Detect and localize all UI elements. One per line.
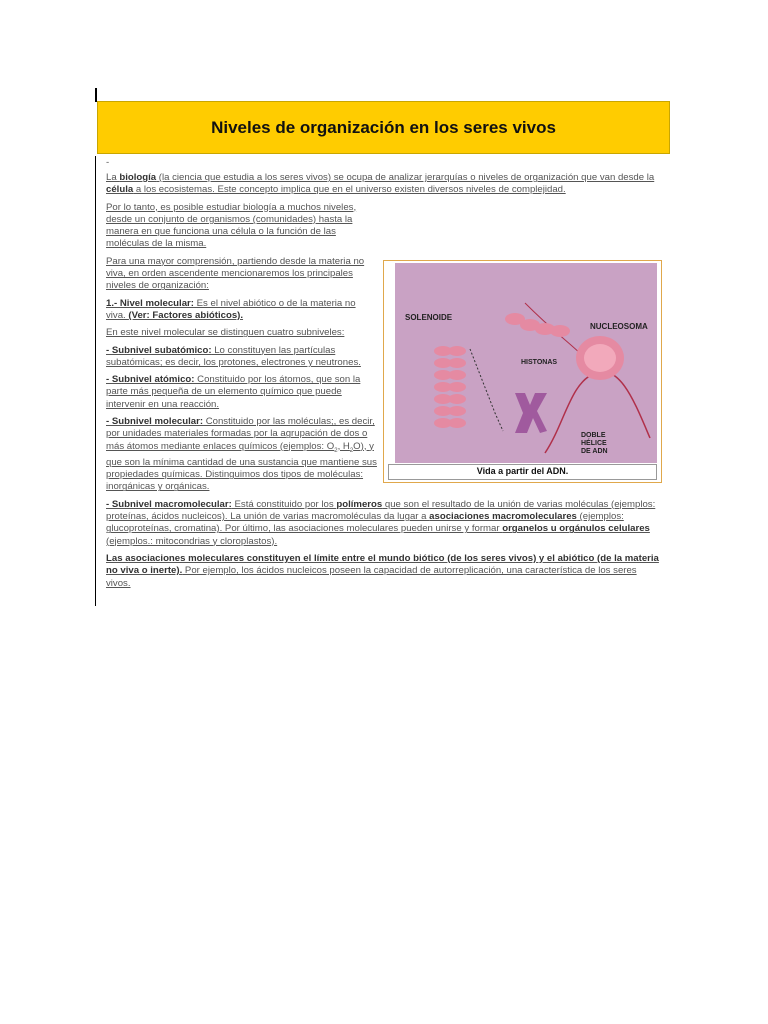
margin-mark — [95, 88, 97, 102]
text: que son el resultado de la unión de varias moléculas (ejemplos: proteínas, ácidos nucleicos). La unión de varias macromoléculas da lugar a — [106, 498, 656, 523]
link-factores-abioticos[interactable]: (Ver: Factores abióticos). — [128, 309, 244, 321]
article-body — [106, 158, 662, 595]
subscript: 2 — [349, 447, 354, 454]
text: (ejemplos.: mitocondrias y cloroplastos). — [106, 535, 278, 547]
margin-rule — [95, 156, 96, 606]
figure-box — [383, 260, 662, 483]
label-histonas: HISTONAS — [521, 358, 558, 366]
label-adn: DE ADN — [581, 447, 608, 455]
term-asociaciones: asociaciones macromoleculares — [429, 511, 577, 523]
label-solenoide: SOLENOIDE — [405, 312, 453, 322]
nucleosome — [576, 336, 624, 380]
text: (la ciencia que estudia a los seres vivos) se ocupa de analizar jerarquías o niveles de organización que van desde la — [156, 172, 655, 183]
term-polimeros: polímeros — [336, 498, 383, 510]
term-limite: Las asociaciones moleculares constituyen el límite entre el mundo biótico (de los seres vivos) y el abiótico (de la materia no viva o inerte). — [106, 552, 659, 577]
paragraph-macromolecular — [106, 499, 662, 548]
figure-caption: Vida a partir del ADN. — [388, 464, 657, 480]
label-helice: HÉLICE — [581, 439, 607, 447]
paragraph-subniveles: En este nivel molecular se distinguen cuatro subniveles: — [106, 327, 345, 339]
paragraph-asociaciones — [106, 553, 662, 590]
term-nivel-molecular: 1.- Nivel molecular: — [106, 297, 194, 309]
text: Constituido por las moléculas;, es decir, por unidades materiales formadas por la agrupación de dos o más átomos mediante enlaces químicos (ejemplos: O — [106, 416, 375, 452]
paragraph-comprension: Para una mayor comprensión, partiendo desde la materia no viva, en orden ascendente mencionaremos los principales niveles de organización: — [106, 255, 365, 292]
dna-figure — [395, 263, 657, 463]
subscript: 2 — [334, 447, 338, 454]
text: (ejemplos: glucoproteínas, cromatina). Por último, las asociaciones moleculares pueden unirse y formar — [106, 511, 624, 535]
text: Constituido por los átomos, que son la parte más pequeña de un elemento químico que puede intervenir en una reacción. — [106, 374, 361, 410]
term-molecular: - Subnivel molecular: — [106, 416, 204, 428]
text: La — [106, 172, 120, 183]
text: , H — [337, 440, 350, 452]
text: a los ecosistemas. Este concepto implica que en el universo existen diversos niveles de complejidad. — [133, 184, 566, 196]
term-subatomico: - Subnivel subatómico: — [106, 344, 212, 356]
text: Está constituido por los — [231, 498, 337, 510]
label-nucleosoma: NUCLEOSOMA — [590, 321, 648, 331]
page-title: Niveles de organización en los seres vivos — [211, 117, 556, 137]
text: O), y que son la mínima cantidad de una sustancia que mantiene sus propiedades químicas. Distinguimos dos tipos de moléculas: inorgánicas y orgánicas. — [106, 440, 377, 493]
term-organelos: organelos u orgánulos celulares — [502, 523, 650, 535]
term-celula: célula — [106, 184, 134, 196]
text: Es el nivel abiótico o de la materia no viva. — [106, 297, 356, 321]
dash-marker: - — [106, 157, 110, 168]
paragraph-intro — [106, 172, 662, 197]
term-macromolecular: - Subnivel macromolecular: — [106, 498, 232, 510]
term-atomico: - Subnivel atómico: — [106, 374, 195, 386]
title-banner — [97, 101, 670, 154]
text: Lo constituyen las partículas subatómicas; es decir, los protones, electrones y neutrones. — [106, 344, 361, 368]
label-doble: DOBLE — [581, 431, 606, 439]
paragraph-niveles: Por lo tanto, es posible estudiar biología a muchos niveles, desde un conjunto de organismos (comunidades) hasta la manera en que funciona una célula o la función de las moléculas de la misma. — [106, 201, 357, 250]
text: Por ejemplo, los ácidos nucleicos poseen la capacidad de autorreplicación, una característica de los seres vivos. — [106, 565, 637, 589]
term-biologia: biología — [119, 172, 157, 183]
